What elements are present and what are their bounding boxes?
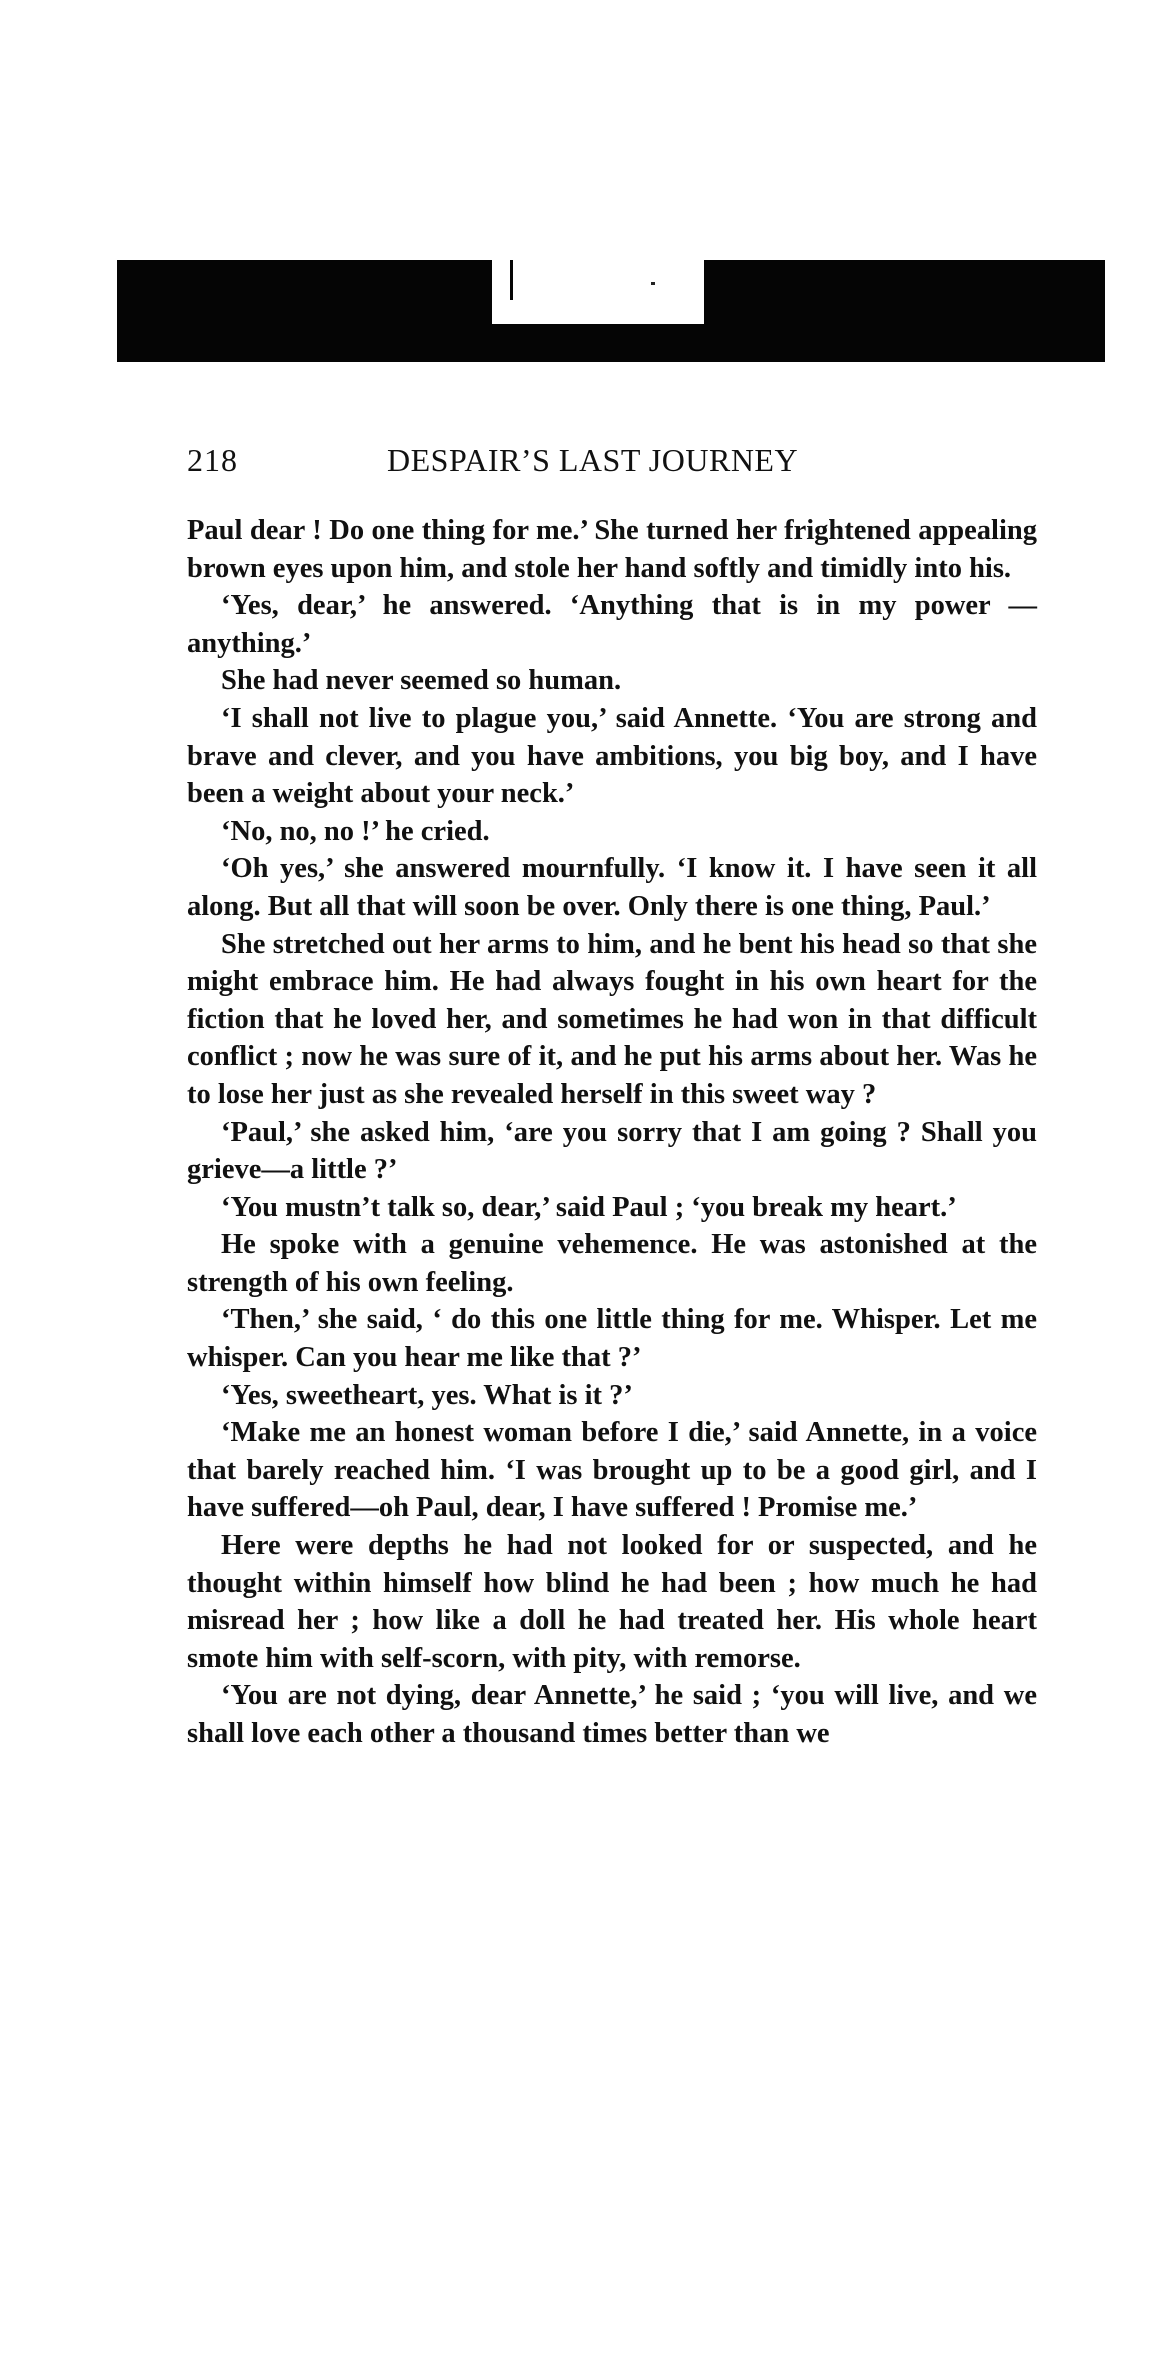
paragraph: ‘You mustn’t talk so, dear,’ said Paul ; ‘you break my heart.’ bbox=[221, 1191, 957, 1223]
scan-notch-line bbox=[510, 260, 513, 300]
paragraph: ‘Paul,’ she asked him, ‘are you sorry that I am going ? Shall you grieve—a little ?’ bbox=[187, 1116, 1037, 1186]
paragraph: ‘Oh yes,’ she answered mournfully. ‘I know it. I have seen it all along. But all that will soon be over. Only there is one thing, Paul.’ bbox=[187, 853, 1037, 922]
page-number: 218 bbox=[187, 442, 238, 478]
paragraph: She had never seemed so human. bbox=[221, 665, 622, 697]
running-title: DESPAIR’S LAST JOURNEY bbox=[387, 442, 799, 478]
scan-dot bbox=[651, 282, 655, 285]
paragraph: ‘You are not dying, dear Annette,’ he said ; ‘you will live, and we shall love each other a thousand times better than we bbox=[187, 1680, 1037, 1749]
paragraph: Paul dear ! Do one thing for me.’ She turned her frightened appealing brown eyes upon him, and stole her hand softly and timidly into his. bbox=[187, 515, 1037, 584]
paragraph: He spoke with a genuine vehemence. He was astonished at the strength of his own feeling. bbox=[187, 1229, 1037, 1298]
paragraph: ‘I shall not live to plague you,’ said Annette. ‘You are strong and brave and clever, and you have ambitions, you big boy, and I have been a weight about your neck.’ bbox=[187, 702, 1037, 810]
paragraph: She stretched out her arms to him, and he bent his head so that she might embrace him. He had always fought in his own heart for the fiction that he loved her, and sometimes he had won in that difficult conflict ; now he was sure of it, and he put his arms about her. Was he to lose her just as she revealed herself in this sweet way ? bbox=[187, 928, 1037, 1110]
paragraph: ‘Yes, sweetheart, yes. What is it ?’ bbox=[221, 1379, 633, 1411]
running-head bbox=[187, 440, 1037, 480]
scan-black-bar bbox=[117, 260, 1105, 362]
scan-notch bbox=[492, 260, 704, 324]
paragraph: ‘Make me an honest woman before I die,’ said Annette, in a voice that barely reached him. ‘I was brought up to be a good girl, and I have suffered—oh Paul, dear, I have suffered ! Promise me.’ bbox=[187, 1417, 1037, 1524]
paragraph: ‘No, no, no !’ he cried. bbox=[221, 815, 490, 847]
paragraph: ‘Then,’ she said, ‘ do this one little thing for me. Whisper. Let me whisper. Can you hear me like that ?’ bbox=[187, 1304, 1037, 1374]
body-text bbox=[187, 512, 1037, 1753]
paragraph: Here were depths he had not looked for or suspected, and he thought within himself how blind he had been ; how much he had misread her ; how like a doll he had treated her. His whole heart smote him with self-scorn, with pity, with remorse. bbox=[187, 1530, 1037, 1674]
paragraph: ‘Yes, dear,’ he answered. ‘Anything that is in my power —anything.’ bbox=[187, 590, 1037, 659]
